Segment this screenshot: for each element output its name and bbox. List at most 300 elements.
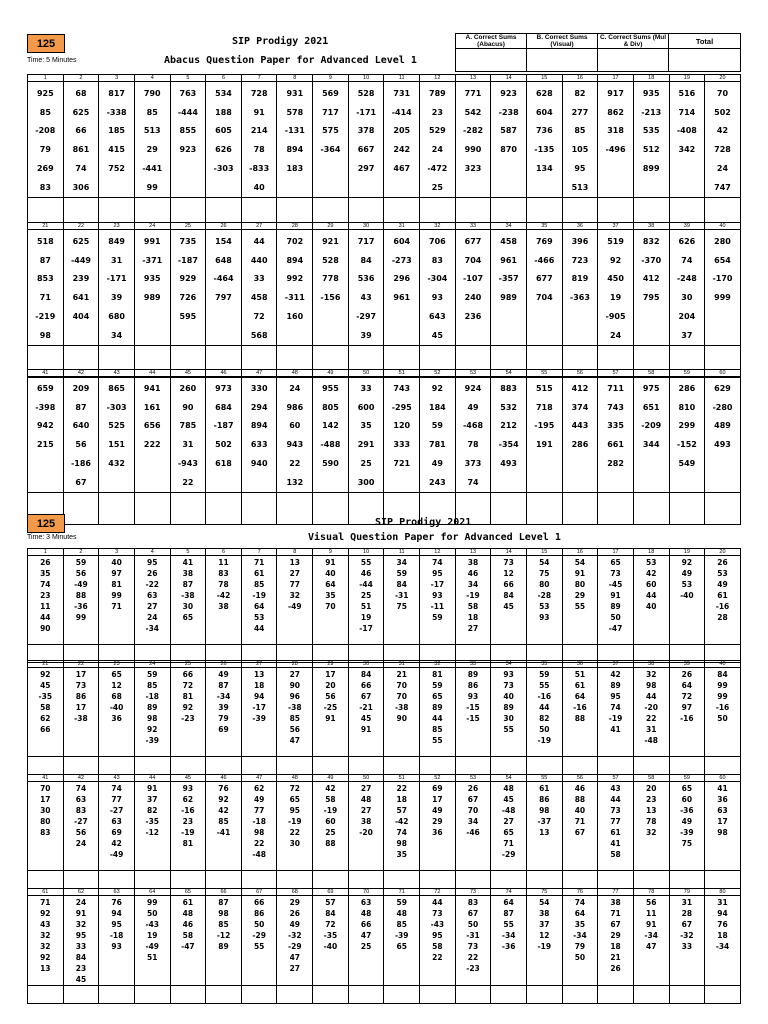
visual-answer-box-33[interactable]: [455, 757, 491, 775]
visual-question-number: 49: [313, 775, 349, 782]
question-operand: 75: [539, 569, 550, 578]
abacus-answer-box-57[interactable]: [598, 493, 634, 525]
visual-question-32: [420, 668, 456, 757]
question-operand: 64: [574, 909, 586, 918]
question-operand: 92: [182, 703, 194, 712]
abacus-question-12: [420, 82, 456, 198]
question-operand: -35: [38, 692, 53, 701]
question-operand: 46: [182, 920, 194, 929]
question-operand: 64: [325, 580, 336, 589]
visual-answer-box-23[interactable]: [99, 757, 135, 775]
question-operand: -39: [252, 714, 266, 723]
question-operand: 25: [360, 942, 372, 951]
visual-answer-box-44[interactable]: [134, 871, 170, 889]
question-operand: 493: [500, 458, 517, 468]
question-operand: 74: [396, 828, 407, 837]
abacus-question-number: 49: [313, 370, 349, 377]
question-operand: -38: [288, 703, 302, 712]
visual-answer-box-37[interactable]: [598, 757, 634, 775]
question-operand: 31: [182, 440, 194, 450]
abacus-answer-box-45[interactable]: [170, 493, 206, 525]
abacus-question-58: [633, 377, 669, 493]
question-operand: 50: [717, 714, 728, 723]
visual-question-65: [170, 896, 206, 986]
visual-answer-box-36[interactable]: [562, 757, 598, 775]
visual-answer-box-73[interactable]: [455, 986, 491, 1004]
question-operand: 61: [539, 784, 550, 793]
question-operand: -29: [501, 850, 516, 859]
question-operand: -38: [74, 714, 88, 723]
abacus-question-10: [348, 82, 384, 198]
question-operand: 85: [396, 920, 407, 929]
visual-answer-box-22[interactable]: [63, 757, 99, 775]
question-operand: -29: [252, 931, 266, 940]
visual-question-4: [134, 556, 170, 645]
visual-answer-box-67[interactable]: [241, 986, 277, 1004]
question-operand: -34: [644, 931, 658, 940]
visual-answer-box-52[interactable]: [420, 871, 456, 889]
question-operand: 625: [72, 237, 90, 246]
question-operand: 989: [143, 293, 161, 303]
question-operand: 44: [253, 237, 265, 246]
score-field-abacus[interactable]: [456, 49, 527, 72]
question-operand: 27: [360, 784, 372, 793]
visual-answer-box-69[interactable]: [313, 986, 349, 1004]
question-operand: 440: [250, 255, 268, 265]
visual-answer-box-62[interactable]: [63, 986, 99, 1004]
question-operand: -17: [430, 580, 445, 589]
visual-question-number: 6: [206, 549, 242, 556]
question-operand: 99: [146, 182, 158, 192]
abacus-question-block-1: [27, 74, 741, 230]
question-operand: 65: [681, 784, 693, 793]
question-operand: -248: [676, 274, 697, 284]
visual-answer-box-46[interactable]: [206, 871, 242, 889]
question-operand: 71: [503, 839, 514, 848]
question-operand: 39: [360, 330, 372, 340]
question-operand: 817: [108, 89, 125, 98]
visual-answer-box-66[interactable]: [206, 986, 242, 1004]
question-operand: 50: [253, 920, 265, 929]
visual-question-number: 66: [206, 889, 242, 896]
question-operand: 23: [431, 107, 443, 117]
question-operand: 86: [75, 692, 87, 701]
question-operand: 49: [681, 817, 693, 826]
question-operand: 98: [253, 828, 265, 837]
question-operand: -364: [320, 145, 341, 155]
question-operand: -34: [573, 931, 587, 940]
question-operand: 61: [610, 828, 621, 837]
question-operand: 57: [396, 806, 407, 815]
question-operand: 26: [467, 784, 479, 793]
visual-question-33: [455, 668, 491, 757]
question-operand: -357: [498, 274, 519, 284]
visual-question-number: 23: [99, 661, 135, 668]
abacus-answer-box-58[interactable]: [633, 493, 669, 525]
visual-question-number: 47: [241, 775, 277, 782]
visual-question-number: 79: [669, 889, 705, 896]
question-operand: 82: [147, 806, 158, 815]
question-operand: -17: [252, 703, 266, 712]
abacus-question-number: 28: [277, 223, 313, 230]
question-operand: 215: [36, 440, 54, 450]
question-operand: 54: [539, 898, 550, 907]
question-operand: 83: [40, 828, 51, 837]
question-operand: -40: [323, 942, 338, 951]
abacus-question-number: 57: [598, 370, 634, 377]
question-operand: 752: [108, 163, 125, 173]
question-operand: 286: [571, 440, 589, 450]
visual-question-22: [63, 668, 99, 757]
abacus-question-number: 40: [705, 223, 741, 230]
question-operand: 87: [503, 909, 514, 918]
question-operand: 41: [610, 839, 621, 848]
visual-question-number: 26: [206, 661, 242, 668]
visual-answer-box-63[interactable]: [99, 986, 135, 1004]
question-operand: 47: [360, 931, 372, 940]
question-operand: 51: [360, 602, 372, 611]
question-operand: 49: [218, 670, 229, 679]
question-operand: 575: [322, 126, 339, 136]
visual-question-17: [598, 556, 634, 645]
visual-answer-box-29[interactable]: [313, 757, 349, 775]
visual-question-number: 20: [705, 549, 741, 556]
question-operand: -449: [70, 255, 91, 265]
question-operand: -187: [177, 255, 198, 265]
visual-question-45: [170, 782, 206, 871]
abacus-answer-box-43[interactable]: [99, 493, 135, 525]
question-operand: 95: [111, 920, 122, 929]
visual-question-42: [63, 782, 99, 871]
visual-answer-box-60[interactable]: [705, 871, 741, 889]
visual-question-50: [348, 782, 384, 871]
score-field-total[interactable]: [669, 49, 741, 72]
visual-question-number: 30: [348, 661, 384, 668]
question-operand: 40: [111, 558, 122, 567]
question-operand: 53: [539, 602, 550, 611]
visual-question-35: [526, 668, 562, 757]
question-operand: 39: [111, 293, 123, 303]
visual-question-number: 50: [348, 775, 384, 782]
visual-answer-box-70[interactable]: [348, 986, 384, 1004]
question-operand: 29: [289, 898, 301, 907]
question-operand: 89: [218, 942, 229, 951]
question-operand: 71: [39, 293, 51, 303]
question-operand: 63: [147, 591, 158, 600]
question-operand: -18: [145, 692, 160, 701]
question-operand: 95: [75, 931, 87, 940]
question-operand: 785: [179, 421, 197, 431]
question-operand: 18: [396, 795, 407, 804]
question-operand: 269: [36, 163, 54, 173]
question-operand: 513: [143, 126, 161, 136]
question-operand: 38: [539, 909, 550, 918]
visual-answer-box-40[interactable]: [705, 757, 741, 775]
visual-question-number: 51: [384, 775, 420, 782]
question-operand: 50: [610, 613, 621, 622]
question-operand: 71: [253, 558, 265, 567]
question-operand: 618: [215, 458, 232, 468]
visual-question-number: 7: [241, 549, 277, 556]
question-operand: 72: [289, 784, 301, 793]
abacus-answer-box-47[interactable]: [241, 493, 277, 525]
visual-answer-box-27[interactable]: [241, 757, 277, 775]
question-operand: 50: [147, 909, 158, 918]
question-operand: 62: [40, 714, 51, 723]
question-operand: 65: [111, 670, 122, 679]
question-operand: -19: [537, 736, 552, 745]
visual-question-number: 35: [526, 661, 562, 668]
question-operand: 70: [467, 806, 479, 815]
question-operand: -363: [569, 293, 590, 303]
visual-answer-box-49[interactable]: [313, 871, 349, 889]
question-operand: 83: [467, 898, 479, 907]
question-operand: 67: [360, 692, 372, 701]
question-operand: 243: [429, 477, 446, 487]
question-operand: 22: [289, 828, 301, 837]
question-operand: 24: [716, 163, 729, 173]
visual-answer-box-21[interactable]: [28, 757, 64, 775]
question-operand: 924: [464, 384, 482, 393]
abacus-answer-box-46[interactable]: [206, 493, 242, 525]
question-operand: 88: [325, 839, 336, 848]
visual-answer-box-42[interactable]: [63, 871, 99, 889]
abacus-question-24: [134, 230, 170, 346]
visual-answer-box-48[interactable]: [277, 871, 313, 889]
visual-answer-box-61[interactable]: [28, 986, 64, 1004]
abacus-question-59: [669, 377, 705, 493]
visual-answer-box-75[interactable]: [526, 986, 562, 1004]
question-operand: 66: [360, 920, 372, 929]
visual-answer-box-68[interactable]: [277, 986, 313, 1004]
abacus-question-number: 59: [669, 370, 705, 377]
question-operand: 23: [75, 964, 87, 973]
question-operand: 40: [645, 602, 657, 611]
question-operand: 94: [111, 909, 122, 918]
visual-question-57: [598, 782, 634, 871]
visual-question-number: 39: [669, 661, 705, 668]
visual-question-number: 74: [491, 889, 527, 896]
question-operand: 85: [218, 920, 229, 929]
visual-answer-box-30[interactable]: [348, 757, 384, 775]
visual-question-71: [384, 896, 420, 986]
visual-answer-box-35[interactable]: [526, 757, 562, 775]
question-operand: 989: [500, 293, 517, 303]
abacus-paper-code-badge: 125: [27, 34, 65, 53]
question-operand: 743: [393, 384, 411, 393]
visual-question-number: 43: [99, 775, 135, 782]
question-operand: 87: [39, 255, 51, 265]
question-operand: 62: [253, 784, 265, 793]
question-operand: 17: [75, 670, 87, 679]
visual-question-47: [241, 782, 277, 871]
question-operand: 90: [396, 714, 407, 723]
abacus-answer-box-59[interactable]: [669, 493, 705, 525]
visual-answer-box-32[interactable]: [420, 757, 456, 775]
abacus-answer-box-56[interactable]: [562, 493, 598, 525]
visual-answer-box-24[interactable]: [134, 757, 170, 775]
question-operand: 76: [717, 920, 728, 929]
abacus-answer-box-60[interactable]: [705, 493, 741, 525]
question-operand: 34: [111, 330, 123, 340]
abacus-question-43: [99, 377, 135, 493]
question-operand: 93: [539, 613, 550, 622]
question-operand: -49: [74, 580, 88, 589]
visual-answer-box-72[interactable]: [420, 986, 456, 1004]
question-operand: 25: [360, 591, 372, 600]
visual-answer-box-76[interactable]: [562, 986, 598, 1004]
visual-answer-box-77[interactable]: [598, 986, 634, 1004]
question-operand: 943: [286, 440, 304, 450]
visual-question-66: [206, 896, 242, 986]
visual-answer-box-47[interactable]: [241, 871, 277, 889]
visual-answer-box-38[interactable]: [633, 757, 669, 775]
question-operand: 640: [72, 421, 90, 431]
visual-answer-box-71[interactable]: [384, 986, 420, 1004]
question-operand: 85: [289, 714, 301, 723]
question-operand: 763: [179, 89, 197, 98]
visual-answer-box-41[interactable]: [28, 871, 64, 889]
question-operand: 19: [147, 931, 158, 940]
question-operand: 142: [322, 421, 339, 431]
visual-question-number: 4: [134, 549, 170, 556]
visual-question-number: 65: [170, 889, 206, 896]
question-operand: 67: [75, 477, 87, 487]
question-operand: 49: [253, 795, 265, 804]
visual-answer-box-34[interactable]: [491, 757, 527, 775]
question-operand: 31: [111, 255, 123, 265]
question-operand: 13: [539, 828, 550, 837]
abacus-answer-box-55[interactable]: [526, 493, 562, 525]
visual-answer-box-31[interactable]: [384, 757, 420, 775]
question-operand: 66: [75, 126, 87, 136]
visual-answer-box-28[interactable]: [277, 757, 313, 775]
visual-question-16: [562, 556, 598, 645]
score-field-muldiv[interactable]: [598, 49, 669, 72]
abacus-question-4: [134, 82, 170, 198]
visual-answer-box-74[interactable]: [491, 986, 527, 1004]
abacus-question-47: [241, 377, 277, 493]
question-operand: 35: [360, 421, 372, 431]
visual-answer-box-51[interactable]: [384, 871, 420, 889]
visual-answer-box-53[interactable]: [455, 871, 491, 889]
visual-answer-box-58[interactable]: [633, 871, 669, 889]
abacus-question-18: [633, 82, 669, 198]
question-operand: 286: [678, 384, 696, 393]
visual-answer-box-65[interactable]: [170, 986, 206, 1004]
question-operand: 27: [360, 806, 372, 815]
score-header-abacus: A. Correct Sums (Abacus): [456, 34, 527, 49]
question-operand: 89: [467, 670, 479, 679]
visual-question-76: [562, 896, 598, 986]
question-operand: 18: [253, 681, 265, 690]
abacus-question-number: 27: [241, 223, 277, 230]
abacus-answer-box-48[interactable]: [277, 493, 313, 525]
question-operand: -27: [74, 817, 88, 826]
question-operand: 899: [642, 163, 660, 173]
visual-question-number: 13: [455, 549, 491, 556]
question-operand: 35: [325, 591, 336, 600]
visual-answer-box-64[interactable]: [134, 986, 170, 1004]
question-operand: 53: [253, 613, 265, 622]
question-operand: 92: [40, 670, 51, 679]
question-operand: 861: [72, 145, 90, 155]
question-operand: 83: [75, 806, 87, 815]
question-operand: 59: [396, 569, 407, 578]
visual-answer-box-45[interactable]: [170, 871, 206, 889]
visual-question-number: 18: [633, 549, 669, 556]
question-operand: 65: [396, 942, 407, 951]
abacus-question-number: 56: [562, 370, 598, 377]
abacus-question-9: [313, 82, 349, 198]
abacus-question-15: [526, 82, 562, 198]
question-operand: 57: [325, 898, 336, 907]
visual-answer-box-50[interactable]: [348, 871, 384, 889]
visual-answer-box-56[interactable]: [562, 871, 598, 889]
question-operand: 59: [432, 613, 443, 622]
score-field-visual[interactable]: [527, 49, 598, 72]
visual-answer-box-55[interactable]: [526, 871, 562, 889]
visual-answer-box-54[interactable]: [491, 871, 527, 889]
visual-question-number: 24: [134, 661, 170, 668]
question-operand: 99: [717, 681, 728, 690]
visual-question-number: 53: [455, 775, 491, 782]
question-operand: -39: [145, 736, 160, 745]
visual-answer-box-59[interactable]: [669, 871, 705, 889]
question-operand: 467: [393, 163, 411, 173]
visual-question-number: 76: [562, 889, 598, 896]
visual-answer-box-79[interactable]: [669, 986, 705, 1004]
visual-question-number: 78: [633, 889, 669, 896]
question-operand: 91: [610, 591, 621, 600]
question-operand: 61: [717, 591, 728, 600]
question-operand: 95: [147, 558, 158, 567]
abacus-question-number: 4: [134, 75, 170, 82]
abacus-question-50: [348, 377, 384, 493]
question-operand: 40: [503, 692, 514, 701]
abacus-answer-box-49[interactable]: [313, 493, 349, 525]
question-operand: 43: [40, 920, 51, 929]
visual-question-21: [28, 668, 64, 757]
visual-answer-box-80[interactable]: [705, 986, 741, 1004]
visual-answer-box-39[interactable]: [669, 757, 705, 775]
question-operand: 236: [464, 311, 482, 321]
visual-answer-box-57[interactable]: [598, 871, 634, 889]
visual-answer-box-43[interactable]: [99, 871, 135, 889]
visual-question-number: 55: [526, 775, 562, 782]
abacus-answer-box-44[interactable]: [134, 493, 170, 525]
abacus-answer-box-54[interactable]: [491, 493, 527, 525]
visual-question-54: [491, 782, 527, 871]
question-operand: 78: [467, 440, 479, 450]
visual-answer-box-78[interactable]: [633, 986, 669, 1004]
question-operand: -42: [216, 591, 231, 600]
visual-question-number: 69: [313, 889, 349, 896]
question-operand: 74: [574, 898, 586, 907]
question-operand: 532: [500, 402, 517, 412]
visual-answer-box-25[interactable]: [170, 757, 206, 775]
question-operand: 549: [678, 458, 696, 468]
visual-question-5: [170, 556, 206, 645]
question-operand: 600: [357, 402, 375, 412]
question-operand: 13: [253, 670, 265, 679]
abacus-answer-box-42[interactable]: [63, 493, 99, 525]
question-operand: 45: [40, 681, 51, 690]
question-operand: 667: [357, 145, 375, 155]
question-operand: -219: [35, 311, 56, 321]
visual-answer-box-26[interactable]: [206, 757, 242, 775]
visual-question-number: 62: [63, 889, 99, 896]
